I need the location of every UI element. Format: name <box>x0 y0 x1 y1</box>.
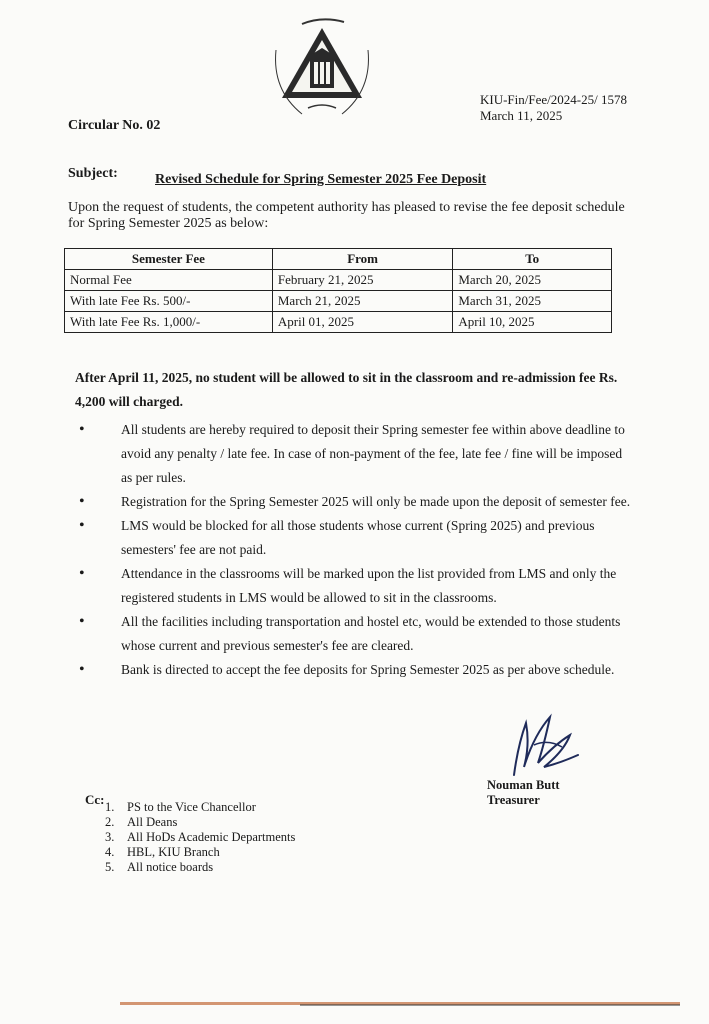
list-item: • Bank is directed to accept the fee deposits for Spring Semester 2025 as per above schedule. <box>75 658 635 682</box>
bullet-icon: • <box>79 613 85 630</box>
cell-fee-type: Normal Fee <box>65 270 273 291</box>
header-from: From <box>272 249 453 270</box>
list-item: 3. All HoDs Academic Departments <box>105 830 296 844</box>
reference-number: KIU-Fin/Fee/2024-25/ 1578 <box>480 92 627 107</box>
deadline-warning: After April 11, 2025, no student will be allowed to sit in the classroom and re-admission fee Rs. 4,200 will charged. <box>75 370 618 409</box>
fee-schedule-table <box>64 248 612 333</box>
cc-label: Cc: <box>85 792 105 807</box>
list-item: 1. PS to the Vice Chancellor <box>105 800 256 814</box>
table-row <box>65 312 612 333</box>
list-item: • All students are hereby required to deposit their Spring semester fee within above deadline to avoid any penalty / late fee. In case of non-payment of the fee, late fee / fine will be imposed as per rules. <box>75 418 635 490</box>
table-row <box>65 270 612 291</box>
cell-to: April 10, 2025 <box>453 312 612 333</box>
cell-from: February 21, 2025 <box>272 270 453 291</box>
header-to: To <box>453 249 612 270</box>
intro-paragraph: Upon the request of students, the competent authority has pleased to revise the fee deposit schedule for Spring Semester 2025 as below: <box>68 200 625 231</box>
signature-icon <box>504 705 584 785</box>
cell-fee-type: With late Fee Rs. 1,000/- <box>65 312 273 333</box>
list-item: 4. HBL, KIU Branch <box>105 845 220 859</box>
cell-from: April 01, 2025 <box>272 312 453 333</box>
signatory-name: Nouman Butt <box>487 778 560 792</box>
bullet-icon: • <box>79 421 85 438</box>
list-item: • LMS would be blocked for all those students whose current (Spring 2025) and previous semesters' fee are not paid. <box>75 514 635 562</box>
list-item: • All the facilities including transportation and hostel etc, would be extended to those students whose current and previous semester's fee are cleared. <box>75 610 635 658</box>
university-logo <box>262 10 382 130</box>
bullet-icon: • <box>79 661 85 678</box>
cell-from: March 21, 2025 <box>272 291 453 312</box>
cell-to: March 20, 2025 <box>453 270 612 291</box>
circular-number: Circular No. 02 <box>68 118 161 133</box>
table-row <box>65 291 612 312</box>
subject-text: Revised Schedule for Spring Semester 2025 Fee Deposit <box>155 172 487 187</box>
cc-list <box>105 800 295 875</box>
signatory-block <box>487 778 560 808</box>
circular-date: March 11, 2025 <box>480 108 563 123</box>
bullet-icon: • <box>79 493 85 510</box>
list-item: 2. All Deans <box>105 815 178 829</box>
list-item: 5. All notice boards <box>105 860 214 874</box>
reference-block <box>480 92 627 124</box>
footer-divider <box>300 1004 680 1006</box>
signatory-title: Treasurer <box>487 793 540 807</box>
bullet-icon: • <box>79 565 85 582</box>
cell-fee-type: With late Fee Rs. 500/- <box>65 291 273 312</box>
rules-list <box>75 418 635 682</box>
list-item: • Attendance in the classrooms will be marked upon the list provided from LMS and only the registered students in LMS would be allowed to sit in the classrooms. <box>75 562 635 610</box>
header-semester-fee: Semester Fee <box>65 249 273 270</box>
list-item: • Registration for the Spring Semester 2025 will only be made upon the deposit of semester fee. <box>75 490 635 514</box>
table-header-row <box>65 249 612 270</box>
subject-label: Subject: <box>68 166 118 181</box>
bullet-icon: • <box>79 517 85 534</box>
cell-to: March 31, 2025 <box>453 291 612 312</box>
